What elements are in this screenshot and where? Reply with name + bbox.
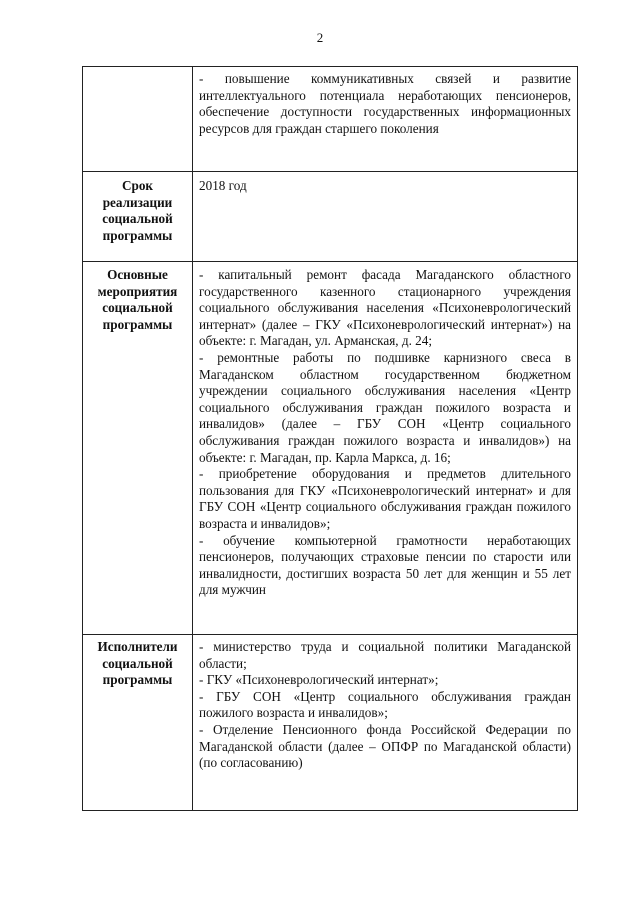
list-item: - повышение коммуникативных связей и развитие интеллектуального потенциала неработающих пенсионеров, обеспечение доступности государственных информационных ресурсов для граждан старшего поколения (199, 71, 571, 136)
list-item: - Отделение Пенсионного фонда Российской Федерации по Магаданской области (далее – ОПФР по Магаданской области) (по согласованию) (199, 721, 571, 771)
program-passport-table (82, 66, 578, 811)
content-cell-continuation (193, 67, 578, 172)
table-row-term (83, 172, 578, 262)
events-content (193, 262, 578, 635)
list-item: - обучение компьютерной грамотности неработающих пенсионеров, получающих страховые пенсии по старости или инвалидности, достигших возраста 50 лет для женщин и 55 лет для мужчин (199, 532, 571, 598)
executors-label: Исполнители социальной программы (83, 635, 193, 811)
list-item: - ГКУ «Психоневрологический интернат»; (199, 672, 439, 688)
term-value: 2018 год (193, 172, 578, 262)
events-label: Основные мероприятия социальной программы (83, 262, 193, 635)
label-cell-empty (83, 67, 193, 172)
list-item: - ГБУ СОН «Центр социального обслуживания граждан пожилого возраста и инвалидов»; (199, 688, 571, 721)
list-item: - ремонтные работы по подшивке карнизного свеса в Магаданском областном государственном бюджетном учреждении социального обслуживания населения «Центр социального обслуживания граждан пожилого возраста и инвалидов» (далее – ГБУ СОН «Центр социального обслуживания граждан пожилого возраста и инвалидов») на объекте: г. Магадан, пр. Карла Маркса, д. 16; (199, 349, 571, 465)
executors-content (193, 635, 578, 811)
table-row-continuation (83, 67, 578, 172)
table-row-events (83, 262, 578, 635)
list-item: - приобретение оборудования и предметов длительного пользования для ГКУ «Психоневрологический интернат» и для ГБУ СОН «Центр социального обслуживания граждан пожилого возраста и инвалидов»; (199, 466, 571, 531)
list-item: - капитальный ремонт фасада Магаданского областного государственного казенного стационарного учреждения социального обслуживания населения «Психоневрологический интернат» (далее – ГКУ «Психоневрологический интернат») на объекте: г. Магадан, ул. Арманская, д. 24; (199, 267, 571, 349)
page-number: 2 (316, 30, 324, 45)
term-label: Срок реализации социальной программы (83, 172, 193, 262)
list-item: - министерство труда и социальной политики Магаданской области; (199, 639, 571, 671)
table-row-executors (83, 635, 578, 811)
